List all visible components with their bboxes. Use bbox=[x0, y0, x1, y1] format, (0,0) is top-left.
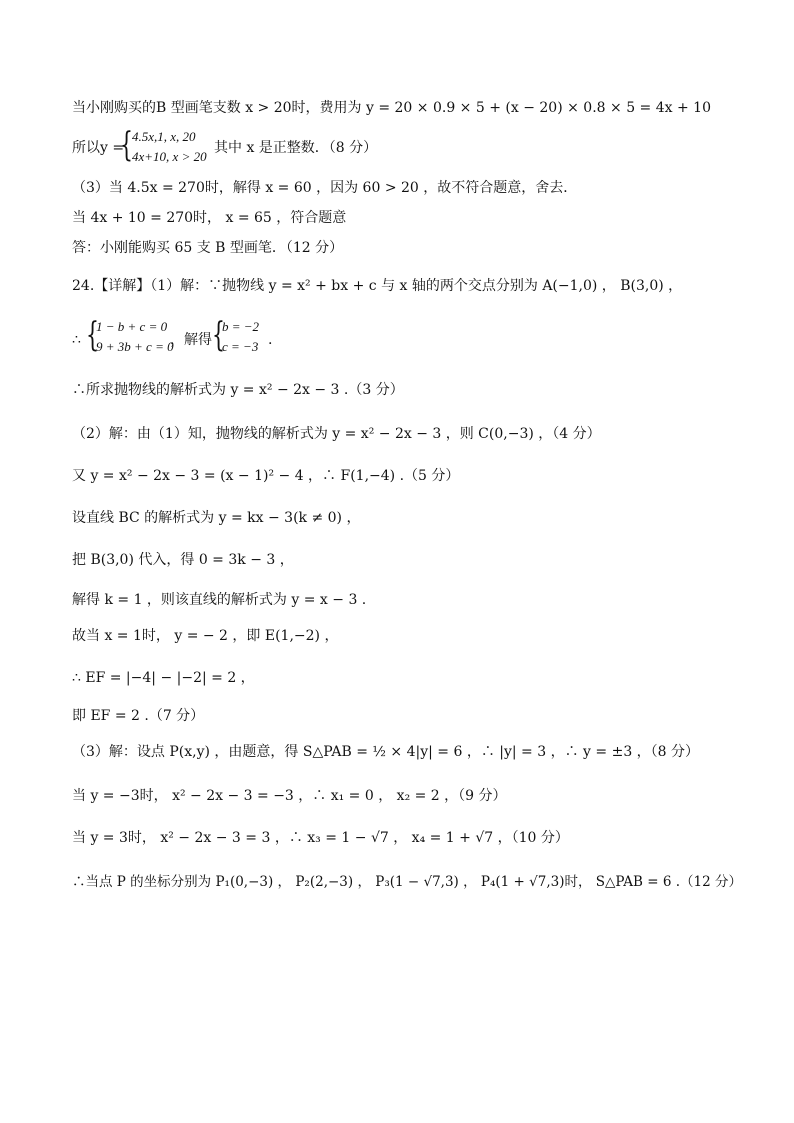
text-line-5: 答：小刚能购买 65 支 B 型画笔．（12 分） bbox=[72, 240, 344, 256]
solution-row-2: c = −3 bbox=[222, 339, 259, 354]
text-line-20: ∴当点 P 的坐标分别为 P₁(0,−3) ， P₂(2,−3) ， P₃(1 − √7,3) ， P₄(1 + √7,3)时， S△PAB = 6 .（12 分） bbox=[72, 874, 742, 890]
solve-label: ，解得 bbox=[170, 332, 212, 348]
text-line-1: 当小刚购买的B 型画笔支数 x > 20时，费用为 y = 20 × 0.9 × 5 + (x − 20) × 0.8 × 5 = 4x + 10 bbox=[72, 100, 711, 116]
left-brace-icon: { bbox=[212, 315, 225, 355]
text-line-12: 把 B(3,0) 代入，得 0 = 3k − 3 ， bbox=[72, 552, 294, 568]
left-brace-icon: { bbox=[86, 315, 99, 355]
text-line-13: 解得 k = 1 ，则该直线的解析式为 y = x − 3 . bbox=[72, 592, 367, 608]
text-line-19: 当 y = 3时， x² − 2x − 3 = 3 ，∴ x₃ = 1 − √7 ， x₄ = 1 + √7 ，（10 分） bbox=[72, 830, 569, 846]
piecewise-row-1: 4.5x,1, x, 20 bbox=[132, 129, 196, 144]
period: . bbox=[268, 332, 273, 348]
text-line-17: （3）解：设点 P(x,y) ，由题意，得 S△PAB = ½ × 4|y| = 6 ，∴ |y| = 3 ，∴ y = ±3 ，（8 分） bbox=[72, 744, 700, 760]
text-line-15: ∴ EF = |−4| − |−2| = 2 ， bbox=[72, 670, 255, 686]
solution-row-1: b = −2 bbox=[222, 319, 260, 334]
text-line-14: 故当 x = 1时， y = − 2 ，即 E(1,−2) ， bbox=[72, 628, 339, 644]
text-line-9: （2）解：由（1）知，抛物线的解析式为 y = x² − 2x − 3 ，则 C(0,−3) ，（4 分） bbox=[72, 426, 601, 442]
text-line-2-lead: 所以y = bbox=[72, 140, 125, 156]
therefore-symbol: ∴ bbox=[72, 332, 81, 348]
text-line-3: （3）当 4.5x = 270时，解得 x = 60 ，因为 60 > 20 ，故不符合题意，舍去． bbox=[72, 180, 578, 196]
text-line-2-tail: 其中 x 是正整数．（8 分） bbox=[214, 140, 378, 156]
text-line-11: 设直线 BC 的解析式为 y = kx − 3(k ≠ 0) ， bbox=[72, 510, 361, 526]
left-brace-icon: { bbox=[120, 125, 133, 165]
equation-row-2: 9 + 3b + c = 0 bbox=[96, 339, 174, 354]
text-line-4: 当 4x + 10 = 270时， x = 65 ，符合题意 bbox=[72, 210, 347, 226]
piecewise-row-2: 4x+10, x > 20 bbox=[132, 149, 207, 164]
equation-row-1: 1 − b + c = 0 bbox=[96, 319, 168, 334]
text-line-6: 24.【详解】（1）解：∵抛物线 y = x² + bx + c 与 x 轴的两个交点分别为 A(−1,0) ， B(3,0) ， bbox=[72, 278, 683, 294]
text-line-16: 即 EF = 2 .（7 分） bbox=[72, 708, 205, 724]
text-line-8: ∴所求抛物线的解析式为 y = x² − 2x − 3 .（3 分） bbox=[72, 382, 404, 398]
text-line-10: 又 y = x² − 2x − 3 = (x − 1)² − 4 ，∴ F(1,−4) .（5 分） bbox=[72, 468, 460, 484]
text-line-18: 当 y = −3时， x² − 2x − 3 = −3 ，∴ x₁ = 0 ， x₂ = 2 ，（9 分） bbox=[72, 788, 507, 804]
